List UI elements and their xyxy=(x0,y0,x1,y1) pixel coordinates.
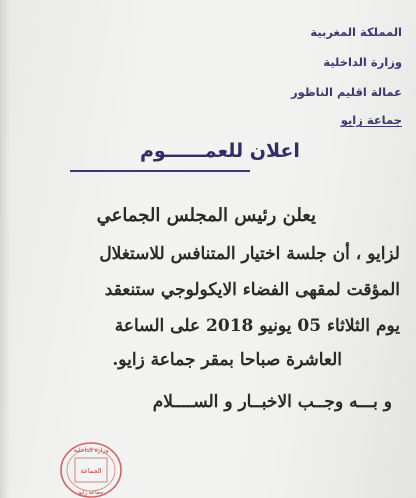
header-kingdom: المملكة المغربية xyxy=(310,25,402,39)
body-line-5: العاشرة صباحا بمقر جماعة زايو. xyxy=(112,350,342,370)
header-ministry: وزارة الداخلية xyxy=(323,55,402,69)
stamp-text-bottom: جماعة زايو xyxy=(78,490,104,496)
announcement-title: اعلان للعمــــــوم xyxy=(140,140,300,162)
body-line-3: المؤقت لمقهى الفضاء الايكولوجي ستنعقد xyxy=(104,280,400,300)
body-line-4: يوم الثلاثاء 05 يونيو 2018 على الساعة xyxy=(114,316,400,336)
title-underline xyxy=(70,170,250,172)
closing-line: و بـــه وجــب الاخبــار و الســــلام xyxy=(152,392,392,412)
header-prefecture: عمالة اقليم الناظور xyxy=(291,85,402,99)
body-line-1: يعلن رئيس المجلس الجماعي xyxy=(96,205,316,226)
body-line-2: لزايو ، أن جلسة اختيار المتنافس للاستغلال xyxy=(99,244,400,264)
official-stamp xyxy=(58,438,124,498)
stamp-text-middle: الجماعة xyxy=(80,467,102,475)
header-commune: جماعة زايو xyxy=(340,113,402,127)
stamp-text-top: وزارة الداخلية xyxy=(73,447,109,454)
